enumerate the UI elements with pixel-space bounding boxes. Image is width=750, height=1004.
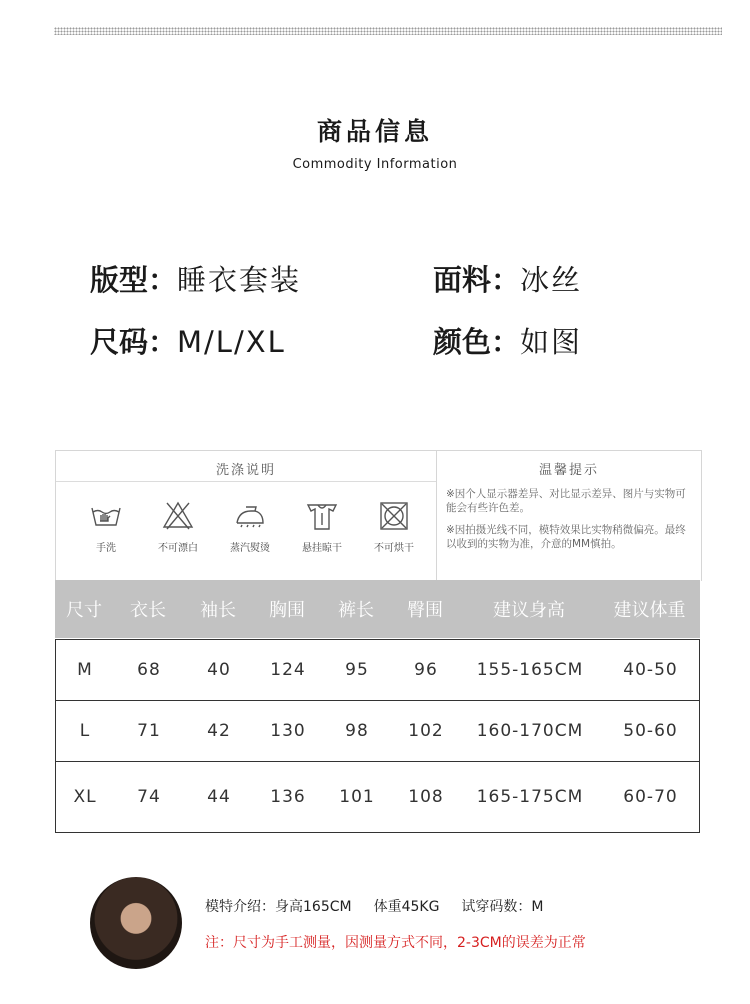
attr-size-key: 尺码： — [90, 325, 178, 359]
table-cell: 96 — [414, 660, 438, 680]
table-cell: 130 — [270, 721, 306, 741]
table-cell: 40 — [207, 660, 231, 680]
table-cell: 44 — [207, 787, 231, 807]
no-bleach-icon — [161, 499, 195, 533]
tip-line: ※因个人显示器差异、对比显示差异、图片与实物可能会有些许色差。 — [446, 488, 686, 514]
table-cell: 136 — [270, 787, 306, 807]
attr-style-key: 版型： — [90, 263, 178, 297]
model-height: 模特介绍：身高165CM — [205, 899, 352, 915]
model-info — [205, 896, 566, 916]
size-table — [55, 580, 700, 833]
hang-dry-icon — [305, 499, 339, 533]
attr-color-key: 颜色： — [433, 325, 521, 359]
attr-fabric-value: 冰丝 — [520, 263, 583, 297]
care-item-hand-wash — [70, 499, 142, 554]
size-header-cell: 建议体重 — [613, 600, 686, 621]
measurement-note: 注：尺寸为手工测量，因测量方式不同，2-3CM的误差为正常 — [205, 935, 586, 951]
table-cell: 60-70 — [623, 787, 678, 807]
model-avatar — [90, 877, 182, 969]
attr-style-value: 睡衣套装 — [177, 263, 302, 297]
page-subtitle: Commodity Information — [292, 157, 458, 172]
care-panel — [55, 450, 702, 581]
table-cell: 165-175CM — [476, 787, 584, 807]
hand-wash-icon — [89, 499, 123, 533]
table-cell: 42 — [207, 721, 231, 741]
care-label: 蒸汽熨烫 — [230, 543, 270, 554]
size-header-cell: 胸围 — [269, 600, 305, 621]
care-label: 不可漂白 — [158, 543, 198, 554]
steam-iron-icon — [233, 499, 267, 533]
table-row — [55, 701, 700, 762]
size-header-cell: 建议身高 — [493, 600, 565, 621]
model-weight: 体重45KG — [373, 899, 440, 915]
table-cell: 71 — [137, 721, 161, 741]
care-divider — [56, 481, 436, 482]
table-cell: 124 — [270, 660, 306, 680]
care-item-hang-dry — [286, 499, 358, 554]
attr-size-value: M/L/XL — [177, 325, 286, 359]
care-icon-list — [70, 499, 430, 554]
table-row — [55, 762, 700, 833]
table-cell: L — [79, 721, 91, 741]
attr-size — [90, 320, 286, 361]
table-cell: M — [77, 660, 93, 680]
attr-fabric-key: 面料： — [433, 263, 521, 297]
table-cell: 155-165CM — [476, 660, 584, 680]
table-cell: 108 — [408, 787, 444, 807]
table-cell: 50-60 — [623, 721, 678, 741]
tip-line: ※因拍摄光线不同，模特效果比实物稍微偏亮。最终以收到的实物为准，介意的MM慎拍。 — [446, 524, 686, 550]
care-label: 手洗 — [96, 543, 116, 554]
table-cell: XL — [73, 787, 97, 807]
care-item-no-tumble-dry — [358, 499, 430, 554]
table-cell: 40-50 — [623, 660, 678, 680]
care-label: 不可烘干 — [374, 543, 414, 554]
table-cell: 101 — [339, 787, 375, 807]
table-cell: 102 — [408, 721, 444, 741]
table-cell: 160-170CM — [476, 721, 584, 741]
care-label: 悬挂晾干 — [302, 543, 342, 554]
table-cell: 74 — [137, 787, 161, 807]
size-header-cell: 尺寸 — [66, 600, 102, 621]
attr-fabric — [433, 258, 582, 299]
panel-divider — [436, 451, 437, 581]
attr-color-value: 如图 — [520, 325, 583, 359]
model-size: 试穿码数：M — [461, 899, 544, 915]
size-header-cell: 裤长 — [338, 600, 374, 621]
table-cell: 98 — [345, 721, 369, 741]
table-cell: 95 — [345, 660, 369, 680]
table-row — [55, 639, 700, 701]
attr-style — [90, 258, 301, 299]
care-title: 洗涤说明 — [215, 463, 276, 478]
size-header-cell: 袖长 — [200, 600, 236, 621]
page-title: 商品信息 — [316, 117, 433, 146]
size-header-cell: 臀围 — [407, 600, 443, 621]
care-item-steam-iron — [214, 499, 286, 554]
attr-color — [433, 320, 582, 361]
size-header-cell: 衣长 — [130, 600, 166, 621]
care-item-no-bleach — [142, 499, 214, 554]
size-table-header — [55, 580, 700, 638]
tips-title: 温馨提示 — [538, 463, 599, 478]
tips-text — [446, 487, 686, 559]
dotted-top-border — [54, 27, 722, 35]
no-tumble-dry-icon — [377, 499, 411, 533]
table-cell: 68 — [137, 660, 161, 680]
